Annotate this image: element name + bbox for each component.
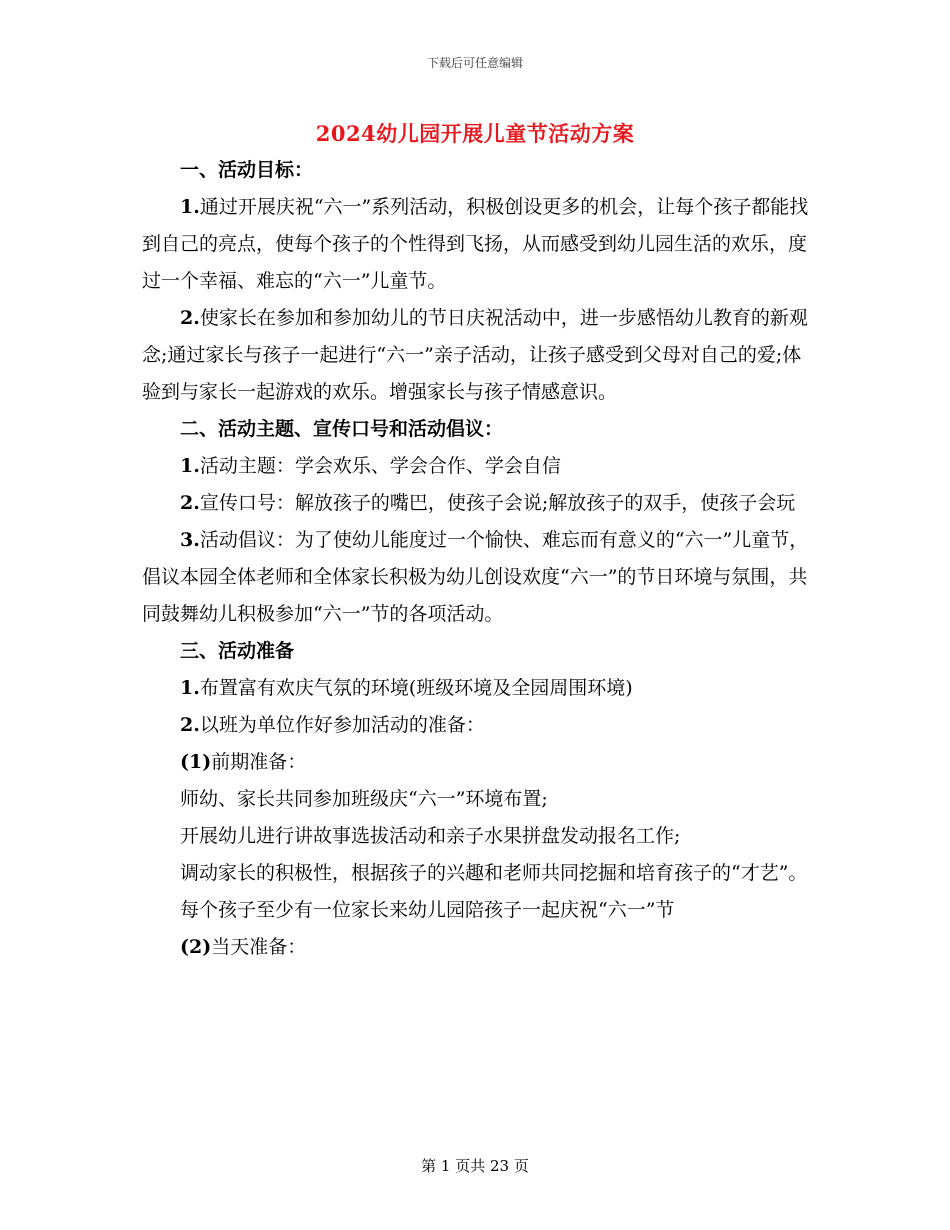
item-text: 通过开展庆祝“六一”系列活动，积极创设更多的机会，让每个孩子都能找到自己的亮点，使每个孩子的个性得到飞扬，从而感受到幼儿园生活的欢乐，度过一个幸福、难忘的“六一”儿童节。 (142, 196, 809, 292)
item-text: 活动倡议：为了使幼儿能度过一个愉快、难忘而有意义的“六一”儿童节，倡议本园全体老师和全体家长积极为幼儿创设欢度“六一”的节日环境与氛围，共同鼓舞幼儿积极参加“六一”节的各项活动。 (142, 529, 809, 625)
item-text: 使家长在参加和参加幼儿的节日庆祝活动中，进一步感悟幼儿教育的新观念;通过家长与孩子一起进行“六一”亲子活动，让孩子感受到父母对自己的爱;体验到与家长一起游戏的欢乐。增强家长与孩子情感意识。 (142, 307, 808, 403)
list-item (142, 707, 810, 744)
item-number: 1. (180, 455, 200, 477)
list-item (142, 744, 810, 781)
list-item (142, 189, 810, 300)
item-text: 布置富有欢庆气氛的环境(班级环境及全园周围环境) (199, 677, 633, 699)
item-number: 2. (180, 492, 200, 514)
section-heading: 一、活动目标： (180, 159, 314, 181)
item-text: 活动主题：学会欢乐、学会合作、学会自信 (199, 455, 561, 477)
item-number: (1) (180, 751, 212, 773)
section-heading: 三、活动准备 (180, 640, 295, 662)
document-body (142, 152, 810, 966)
item-number: 2. (180, 714, 200, 736)
page-header: 下载后可任意编辑 (426, 56, 523, 70)
list-item (142, 522, 810, 633)
paragraph: 每个孩子至少有一位家长来幼儿园陪孩子一起庆祝“六一”节 (180, 899, 675, 921)
list-item (142, 670, 810, 707)
item-number: 1. (180, 677, 200, 699)
paragraph: 师幼、家长共同参加班级庆“六一”环境布置; (180, 788, 548, 810)
list-item (142, 929, 810, 966)
item-text: 以班为单位作好参加活动的准备： (199, 714, 485, 736)
list-item (142, 485, 810, 522)
item-number: 2. (180, 307, 200, 329)
item-text: 当天准备： (211, 936, 307, 958)
item-text: 前期准备： (211, 751, 307, 773)
list-item (142, 448, 810, 485)
item-number: (2) (180, 936, 212, 958)
document-title: 2024幼儿园开展儿童节活动方案 (315, 121, 635, 146)
item-number: 3. (180, 529, 200, 551)
item-text: 宣传口号：解放孩子的嘴巴，使孩子会说;解放孩子的双手，使孩子会玩 (199, 492, 796, 514)
list-item (142, 300, 810, 411)
item-number: 1. (180, 196, 200, 218)
section-heading: 二、活动主题、宣传口号和活动倡议： (180, 418, 504, 440)
page-footer: 第 1 页共 23 页 (421, 1157, 529, 1175)
paragraph: 开展幼儿进行讲故事选拔活动和亲子水果拼盘发动报名工作; (180, 825, 681, 847)
paragraph: 调动家长的积极性，根据孩子的兴趣和老师共同挖掘和培育孩子的“才艺”。 (180, 862, 808, 884)
